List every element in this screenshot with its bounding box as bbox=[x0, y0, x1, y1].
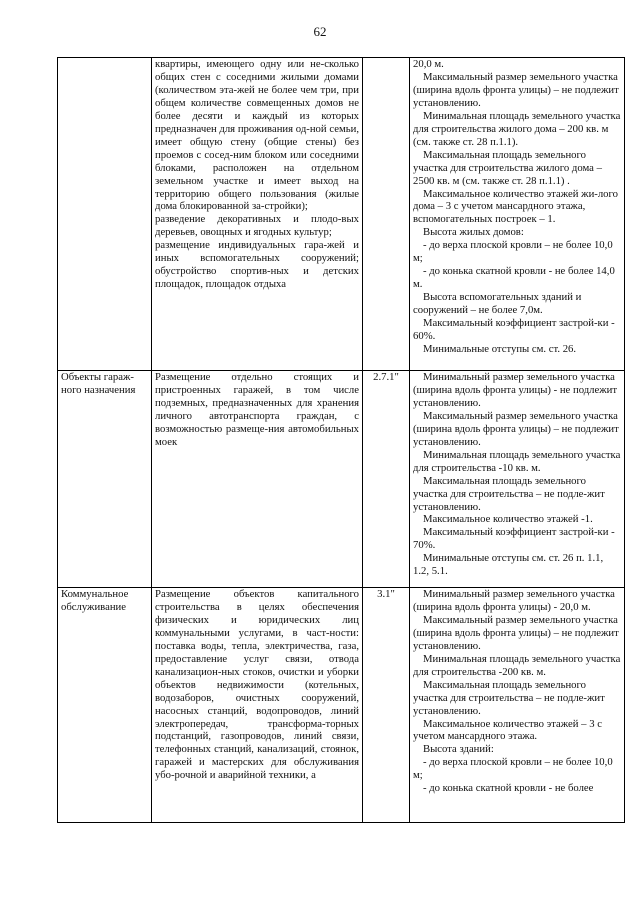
parameter-line: Максимальное количество этажей жи-лого дома – 3 с учетом мансардного этажа, вспомогательных построек – 1. bbox=[413, 187, 618, 226]
land-use-code-cell bbox=[363, 58, 410, 371]
description-paragraph: Размещение объектов капитального строительства в целях обеспечения физических и юридических лиц коммунальными услугами, в част-ности: поставка воды, тепла, электричества, газа, предоставление услуг связи, отвода канализацион-ных стоков, очистки и уборки объектов недвижимости (котельных, водозаборов, очистных сооружений, насосных станций, водопроводов, линий электропередач, трансформа-торных подстанций, газопроводов, линий связи, телефонных станций, канализаций, стоянок, гаражей и мастерских для обслуживания убо-рочной и аварийной техники, а bbox=[155, 588, 359, 782]
parameter-line: - до конька скатной кровли - не более bbox=[423, 782, 594, 795]
parameters-cell bbox=[410, 588, 625, 823]
land-use-description-cell bbox=[152, 58, 363, 371]
zoning-regulations-table bbox=[57, 57, 625, 823]
parameter-line: 20,0 м. bbox=[413, 58, 444, 70]
parameter-line: Максимальный коэффициент застрой-ки - 70%. bbox=[413, 526, 615, 552]
page-number: 62 bbox=[313, 24, 327, 39]
description-paragraph: размещение индивидуальных гара-жей и иных вспомогательных сооружений; обустройство спортив-ных и детских площадок, площадок отдыха bbox=[155, 239, 359, 291]
parameter-line: - до верха плоской кровли – не более 10,0 м; bbox=[413, 239, 613, 265]
land-use-name-cell: Объекты гараж-ного назначения bbox=[58, 371, 152, 588]
land-use-name-cell: Коммунальное обслуживание bbox=[58, 588, 152, 823]
land-use-code-cell: 2.7.1" bbox=[363, 371, 410, 588]
description-paragraph: Размещение отдельно стоящих и пристроенных гаражей, в том числе подземных, предназначенных для хранения личного автотранспорта граждан, с возможностью размеще-ния автомобильных моек bbox=[155, 371, 359, 448]
parameter-line: Максимальное количество этажей – 3 с учетом мансардного этажа. bbox=[413, 717, 602, 743]
parameter-line: Минимальная площадь земельного участка для строительства -200 кв. м. bbox=[413, 652, 621, 678]
parameter-line: Максимальный размер земельного участка (ширина вдоль фронта улицы) – не подлежит установлению. bbox=[413, 409, 619, 448]
parameter-line: Высота жилых домов: bbox=[423, 226, 524, 239]
parameter-line: Высота зданий: bbox=[423, 743, 494, 756]
table-row bbox=[58, 588, 625, 823]
parameter-line: Высота вспомогательных зданий и сооружений – не более 7,0м. bbox=[413, 291, 582, 317]
parameter-line: - до конька скатной кровли - не более 14,0 м. bbox=[413, 265, 615, 291]
description-paragraph: квартиры, имеющего одну или не-сколько общих стен с соседними жилыми домами (количеством эта-жей не более чем три, при общем количестве совмещенных домов не более десяти и каждый из которых предназначен для проживания од-ной семьи, имеет общую стену (общие стены) без проемов с сосед-ним блоком или соседними блоками, расположен на отдельном земельном участке и имеет выход на территорию общего пользования (жилые дома блокированной за-стройки); bbox=[155, 58, 359, 213]
parameter-line: Минимальная площадь земельного участка для строительства -10 кв. м. bbox=[413, 448, 621, 474]
parameter-line: Максимальная площадь земельного участка для строительства – не подле-жит установлению. bbox=[413, 678, 605, 717]
parameter-line: Максимальная площадь земельного участка для строительства – не подле-жит установлению. bbox=[413, 474, 605, 513]
description-paragraph: разведение декоративных и плодо-вых деревьев, овощных и ягодных культур; bbox=[155, 213, 359, 239]
land-use-name-cell bbox=[58, 58, 152, 371]
parameters-cell bbox=[410, 58, 625, 371]
table-row bbox=[58, 371, 625, 588]
parameter-line: Минимальные отступы см. ст. 26 п. 1.1, 1.2, 5.1. bbox=[413, 552, 604, 578]
parameter-line: Максимальный коэффициент застрой-ки - 60%. bbox=[413, 317, 615, 343]
land-use-description-cell bbox=[152, 371, 363, 588]
parameter-line: Максимальный размер земельного участка (ширина вдоль фронта улицы) – не подлежит установлению. bbox=[413, 613, 619, 652]
parameter-line: Максимальный размер земельного участка (ширина вдоль фронта улицы) – не подлежит установлению. bbox=[413, 70, 619, 109]
table-row bbox=[58, 58, 625, 371]
parameter-line: Минимальный размер земельного участка (ширина вдоль фронта улицы) - 20,0 м. bbox=[413, 588, 615, 613]
land-use-code-cell: 3.1" bbox=[363, 588, 410, 823]
parameter-line: Минимальный размер земельного участка (ширина вдоль фронта улицы) - не подлежит установлению. bbox=[413, 371, 618, 409]
parameter-line: - до верха плоской кровли – не более 10,0 м; bbox=[413, 756, 613, 782]
parameter-line: Минимальная площадь земельного участка для строительства жилого дома – 200 кв. м (см. также ст. 28 п.1.1). bbox=[413, 109, 621, 148]
parameter-line: Минимальные отступы см. ст. 26. bbox=[423, 342, 577, 355]
land-use-description-cell bbox=[152, 588, 363, 823]
parameter-line: Максимальное количество этажей -1. bbox=[423, 513, 593, 526]
parameters-cell bbox=[410, 371, 625, 588]
parameter-line: Максимальная площадь земельного участка для строительства жилого дома – 2500 кв. м (см. также ст. 28 п.1.1) . bbox=[413, 148, 602, 187]
